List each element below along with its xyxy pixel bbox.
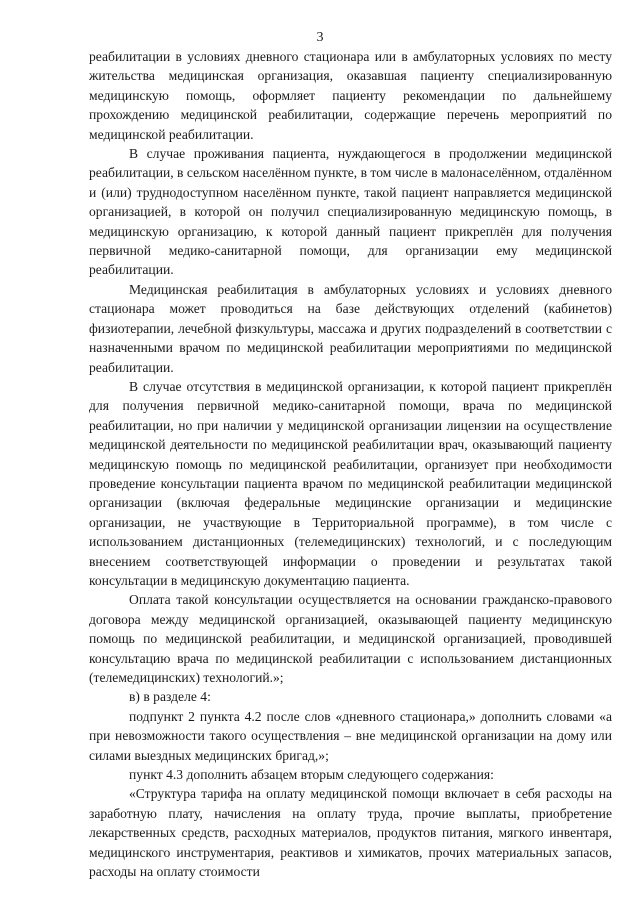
document-body: [89, 47, 612, 881]
paragraph-absence-of-doctor: В случае отсутствия в медицинской организации, к которой пациент прикреплён для получения первичной медико-санитарной помощи, врача по медицинской реабилитации, но при наличии у медицинской организации лицензии на осуществление медицинской деятельности по медицинской реабилитации врач, оказывающий пациенту медицинскую помощь по медицинской реабилитации, организует при необходимости проведение консультации пациента врачом по медицинской реабилитации медицинской организации (включая федеральные медицинские организации и медицинские организации, не участвующие в Территориальной программе), в том числе с использованием дистанционных (телемедицинских) технологий, и с последующим внесением соответствующей информации о проведении и результатах такой консультации в медицинскую документацию пациента.: [89, 378, 612, 588]
paragraph-item-4-3: пункт 4.3 дополнить абзацем вторым следующего содержания:: [129, 767, 494, 783]
paragraph-subitem-4-2: подпункт 2 пункта 4.2 после слов «дневного стационара,» дополнить словами «а при невозможности такого осуществления – вне медицинской организации на дому или силами выездных медицинских бригад,»;: [89, 708, 612, 763]
paragraph-continuation: реабилитации в условиях дневного стационара или в амбулаторных условиях по месту жительства медицинская организация, оказавшая пациенту специализированную медицинскую помощь, оформляет пациенту рекомендации по дальнейшему прохождению медицинской реабилитации, содержащие перечень мероприятий по медицинской реабилитации.: [89, 49, 612, 142]
paragraph-section-4: в) в разделе 4:: [129, 689, 211, 705]
paragraph-outpatient-rehab: Медицинская реабилитация в амбулаторных условиях и условиях дневного стационара может проводиться на базе действующих отделений (кабинетов) физиотерапии, лечебной физкультуры, массажа и других подразделений в соответствии с назначенными врачом по медицинской реабилитации мероприятиями по медицинской реабилитации.: [89, 281, 612, 375]
paragraph-tariff-structure: «Структура тарифа на оплату медицинской помощи включает в себя расходы на заработную плату, начисления на оплату труда, прочие выплаты, приобретение лекарственных средств, расходных материалов, продуктов питания, мягкого инвентаря, медицинского инструментария, реактивов и химикатов, прочих материальных запасов, расходы на оплату стоимости: [89, 786, 612, 880]
paragraph-rural-patient: В случае проживания пациента, нуждающегося в продолжении медицинской реабилитации, в сельском населённом пункте, в том числе в малонаселённом, отдалённом и (или) труднодоступном населённом пункте, такой пациент направляется медицинской организацией, в которой он получил специализированную медицинскую помощь, в медицинскую организацию, к которой данный пациент прикреплён для получения первичной медико-санитарной помощи, для организации ему медицинской реабилитации.: [89, 146, 612, 278]
paragraph-consultation-payment: Оплата такой консультации осуществляется на основании гражданско-правового договора между медицинской организацией, оказывающей пациенту медицинскую помощь по медицинской реабилитации, и медицинской организацией, проводившей консультацию врача по медицинской реабилитации с использованием дистанционных (телемедицинских) технологий.»;: [89, 592, 612, 685]
page-number: 3: [316, 30, 324, 45]
